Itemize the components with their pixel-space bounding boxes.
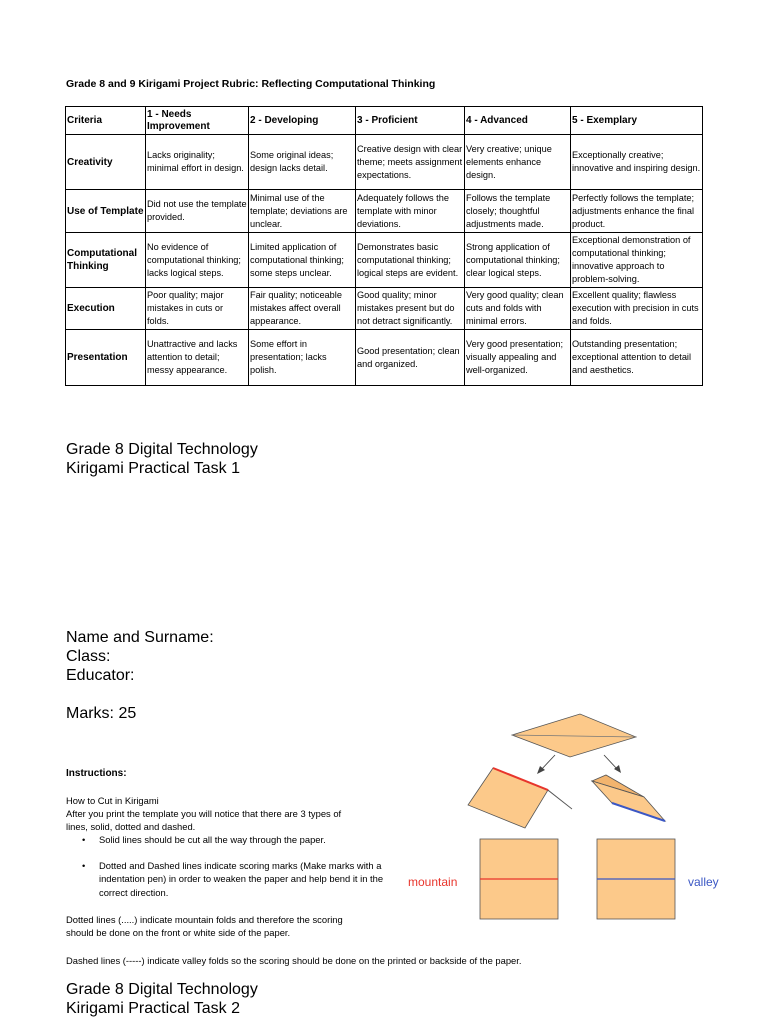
rubric-cell: Exceptional demonstration of computational thinking; innovative approach to problem-solving. <box>571 233 703 288</box>
rubric-cell: Did not use the template provided. <box>146 190 249 233</box>
header-proficient: 3 - Proficient <box>356 107 465 135</box>
rubric-cell: Poor quality; major mistakes in cuts or folds. <box>146 288 249 330</box>
criteria-cell: Presentation <box>66 330 146 386</box>
instructions-subtitle: How to Cut in Kirigami <box>66 795 159 806</box>
class-label: Class: <box>66 648 111 665</box>
rubric-cell: Good quality; minor mistakes present but do not detract significantly. <box>356 288 465 330</box>
header-developing: 2 - Developing <box>249 107 356 135</box>
dotted-lines-text-line1: Dotted lines (.....) indicate mountain folds and therefore the scoring <box>66 914 343 925</box>
task1-heading-line1: Grade 8 Digital Technology <box>66 441 258 458</box>
fold-diagram <box>400 705 730 925</box>
rubric-cell: Very good presentation; visually appealing and well-organized. <box>465 330 571 386</box>
mountain-label: mountain <box>408 875 458 889</box>
header-exemplary: 5 - Exemplary <box>571 107 703 135</box>
instructions-intro-line2: lines, solid, dotted and dashed. <box>66 821 196 832</box>
rubric-cell: Unattractive and lacks attention to detail; messy appearance. <box>146 330 249 386</box>
rubric-cell: Strong application of computational thinking; clear logical steps. <box>465 233 571 288</box>
task2-heading-line2: Kirigami Practical Task 2 <box>66 1000 240 1017</box>
instructions-title: Instructions: <box>66 768 127 779</box>
rubric-cell: Very creative; unique elements enhance design. <box>465 135 571 190</box>
rubric-row-creativity <box>66 135 703 190</box>
valley-label: valley <box>688 875 719 889</box>
header-criteria: Criteria <box>66 107 146 135</box>
criteria-cell: Use of Template <box>66 190 146 233</box>
rubric-table <box>65 106 703 386</box>
rubric-cell: Demonstrates basic computational thinking; logical steps are evident. <box>356 233 465 288</box>
task2-heading-line1: Grade 8 Digital Technology <box>66 981 258 998</box>
bullet-solid-lines: • Solid lines should be cut all the way through the paper. <box>66 833 406 847</box>
rubric-cell: Outstanding presentation; exceptional attention to detail and aesthetics. <box>571 330 703 386</box>
rubric-row-presentation <box>66 330 703 386</box>
rubric-cell: No evidence of computational thinking; lacks logical steps. <box>146 233 249 288</box>
criteria-cell: Creativity <box>66 135 146 190</box>
rubric-cell: Fair quality; noticeable mistakes affect overall appearance. <box>249 288 356 330</box>
rubric-cell: Very good quality; clean cuts and folds with minimal errors. <box>465 288 571 330</box>
dashed-lines-text: Dashed lines (-----) indicate valley folds so the scoring should be done on the printed or backside of the paper. <box>66 955 522 966</box>
criteria-cell: Computational Thinking <box>66 233 146 288</box>
rubric-header-row <box>66 107 703 135</box>
rubric-cell: Excellent quality; flawless execution with precision in cuts and folds. <box>571 288 703 330</box>
rubric-cell: Adequately follows the template with minor deviations. <box>356 190 465 233</box>
header-needs-improvement: 1 - Needs Improvement <box>146 107 249 135</box>
rubric-cell: Minimal use of the template; deviations are unclear. <box>249 190 356 233</box>
task1-heading-line2: Kirigami Practical Task 1 <box>66 460 240 477</box>
rubric-cell: Creative design with clear theme; meets assignment expectations. <box>356 135 465 190</box>
dotted-lines-text-line2: should be done on the front or white side of the paper. <box>66 927 291 938</box>
rubric-row-template <box>66 190 703 233</box>
valley-fold-front-face <box>592 781 665 821</box>
rubric-cell: Follows the template closely; thoughtful adjustments made. <box>465 190 571 233</box>
rubric-cell: Good presentation; clean and organized. <box>356 330 465 386</box>
rubric-cell: Exceptionally creative; innovative and inspiring design. <box>571 135 703 190</box>
mountain-fold-left-face <box>468 768 548 828</box>
rubric-cell: Perfectly follows the template; adjustments enhance the final product. <box>571 190 703 233</box>
rubric-row-computational-thinking <box>66 233 703 288</box>
rubric-row-execution <box>66 288 703 330</box>
rubric-cell: Some effort in presentation; lacks polish. <box>249 330 356 386</box>
header-advanced: 4 - Advanced <box>465 107 571 135</box>
bullet-dotted-dashed-lines: • Dotted and Dashed lines indicate scoring marks (Make marks with a indentation pen) in order to weaken the paper and help bend it in the correct direction. <box>66 859 406 900</box>
rubric-cell: Limited application of computational thinking; some steps unclear. <box>249 233 356 288</box>
name-surname-label: Name and Surname: <box>66 629 214 646</box>
criteria-cell: Execution <box>66 288 146 330</box>
educator-label: Educator: <box>66 667 135 684</box>
rubric-cell: Lacks originality; minimal effort in design. <box>146 135 249 190</box>
marks-label: Marks: 25 <box>66 705 137 722</box>
rubric-cell: Some original ideas; design lacks detail. <box>249 135 356 190</box>
rubric-title: Grade 8 and 9 Kirigami Project Rubric: Reflecting Computational Thinking <box>66 78 436 90</box>
instructions-bullet-list <box>66 833 406 899</box>
instructions-intro-line1: After you print the template you will notice that there are 3 types of <box>66 808 342 819</box>
